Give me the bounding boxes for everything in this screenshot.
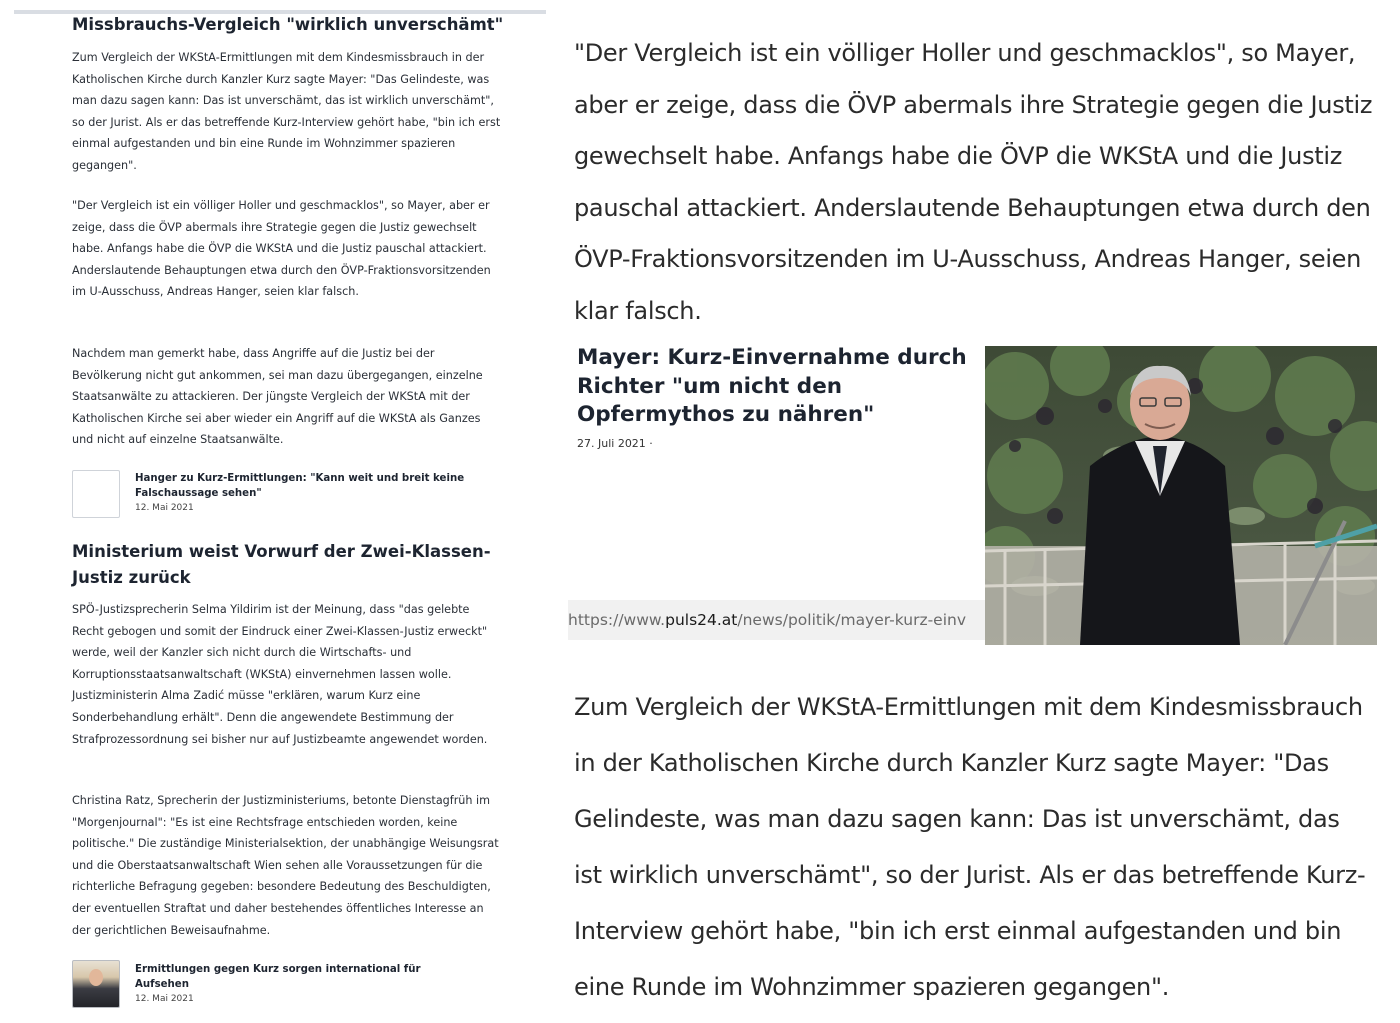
- large-paragraph-bottom: Zum Vergleich der WKStA-Ermittlungen mit dem Kindesmissbrauch in der Katholischen Kirche durch Kanzler Kurz sagte Mayer: "Das Gelindeste, was man dazu sagen kann: Das ist unverschämt, das ist wirklich unverschämt", so der Jurist. Als er das betreffende Kurz-Interview gehört habe, "bin ich erst einmal aufgestanden und bin eine Runde im Wohnzimmer spazieren gegangen".: [574, 693, 1366, 1001]
- paragraph-5: Christina Ratz, Sprecherin der Justizministeriums, betonte Dienstagfrüh im "Morgenjournal": "Es ist eine Rechtsfrage entschieden worden, keine politische." Die zuständige Ministerialsektion, der unabhängige Weisungsrat und die Oberstaatsanwaltschaft Wien sehen alle Voraussetzungen für die richterliche Befragung gegeben: besondere Bedeutung des Beschuldigten, der eventuellen Straftat und daher bestehendes öffentliches Interesse an der gerichtlichen Beweisaufnahme.: [72, 794, 499, 937]
- url-path: /news/politik/mayer-kurz-einv: [737, 611, 967, 629]
- related-date: 12. Mai 2021: [135, 503, 194, 513]
- paragraph-4: SPÖ-Justizsprecherin Selma Yildirim ist der Meinung, dass "das gelebte Recht gebogen und somit der Eindruck einer Zwei-Klassen-Justiz erweckt" werde, weil der Kanzler sich nicht durch die Wirtschafts- und Korruptionsstaatsanwaltschaft (WKStA) einvernehmen lassen wolle. Justizministerin Alma Zadić müsse "erklären, warum Kurz eine Sonderbehandlung erhält". Denn die angewendete Bestimmung der Strafprozessordnung sei bisher nur auf Justizbeamte angewendet worden.: [72, 603, 488, 746]
- related-date: 12. Mai 2021: [135, 994, 194, 1004]
- paragraph-1: Zum Vergleich der WKStA-Ermittlungen mit dem Kindesmissbrauch in der Katholischen Kirche durch Kanzler Kurz sagte Mayer: "Das Gelindeste, was man dazu sagen kann: Das ist unverschämt, das ist wirklich unverschämt", so der Jurist. Als er das betreffende Kurz-Interview gehört habe, "bin ich erst einmal aufgestanden und bin eine Runde im Wohnzimmer spazieren gegangen".: [72, 51, 501, 172]
- large-paragraph-top: "Der Vergleich ist ein völliger Holler und geschmacklos", so Mayer, aber er zeige, dass die ÖVP abermals ihre Strategie gegen die Justiz gewechselt habe. Anfangs habe die ÖVP die WKStA und die Justiz pauschal attackiert. Anderslautende Behauptungen etwa durch den ÖVP-Fraktionsvorsitzenden im U-Ausschuss, Andreas Hanger, seien klar falsch.: [574, 39, 1373, 325]
- related-article-ermittlungen[interactable]: [72, 960, 512, 1010]
- related-title[interactable]: Ermittlungen gegen Kurz sorgen international für Aufsehen: [135, 964, 421, 990]
- heading-missbrauchs-vergleich: Missbrauchs-Vergleich "wirklich unverschämt": [72, 15, 504, 34]
- photo-illustration: [985, 346, 1377, 645]
- left-article-panel: [14, 0, 546, 1023]
- right-article-panel: [548, 0, 1400, 1023]
- thumbnail-placeholder-icon[interactable]: [72, 470, 120, 518]
- article-photo: [985, 346, 1377, 645]
- paragraph-2: "Der Vergleich ist ein völliger Holler und geschmacklos", so Mayer, aber er zeige, dass die ÖVP abermals ihre Strategie gegen die Justiz gewechselt habe. Anfangs habe die ÖVP die WKStA und die Justiz pauschal attackiert. Anderslautende Behauptungen etwa durch den ÖVP-Fraktionsvorsitzenden im U-Ausschuss, Andreas Hanger, seien klar falsch.: [72, 199, 491, 299]
- related-title[interactable]: Hanger zu Kurz-Ermittlungen: "Kann weit und breit keine Falschaussage sehen": [135, 473, 465, 499]
- heading-ministerium: Ministerium weist Vorwurf der Zwei-Klassen-Justiz zurück: [72, 542, 491, 587]
- related-article-hanger[interactable]: [72, 470, 512, 520]
- linked-article-date: 27. Juli 2021 ·: [577, 437, 653, 450]
- url-caption[interactable]: [568, 600, 988, 640]
- paragraph-3: Nachdem man gemerkt habe, dass Angriffe auf die Justiz bei der Bevölkerung nicht gut ankommen, sei man dazu übergegangen, einzelne Staatsanwälte zu attackieren. Der jüngste Vergleich der WKStA mit der Katholischen Kirche sei aber wieder ein Angriff auf die WKStA als Ganzes und nicht auf einzelne Staatsanwälte.: [72, 347, 483, 447]
- thumbnail-photo-icon[interactable]: [72, 960, 120, 1008]
- url-prefix: https://www.: [568, 611, 666, 629]
- url-domain: puls24.at: [665, 611, 738, 629]
- linked-article-title[interactable]: Mayer: Kurz-Einvernahme durch Richter "um nicht den Opfermythos zu nähren": [577, 345, 967, 427]
